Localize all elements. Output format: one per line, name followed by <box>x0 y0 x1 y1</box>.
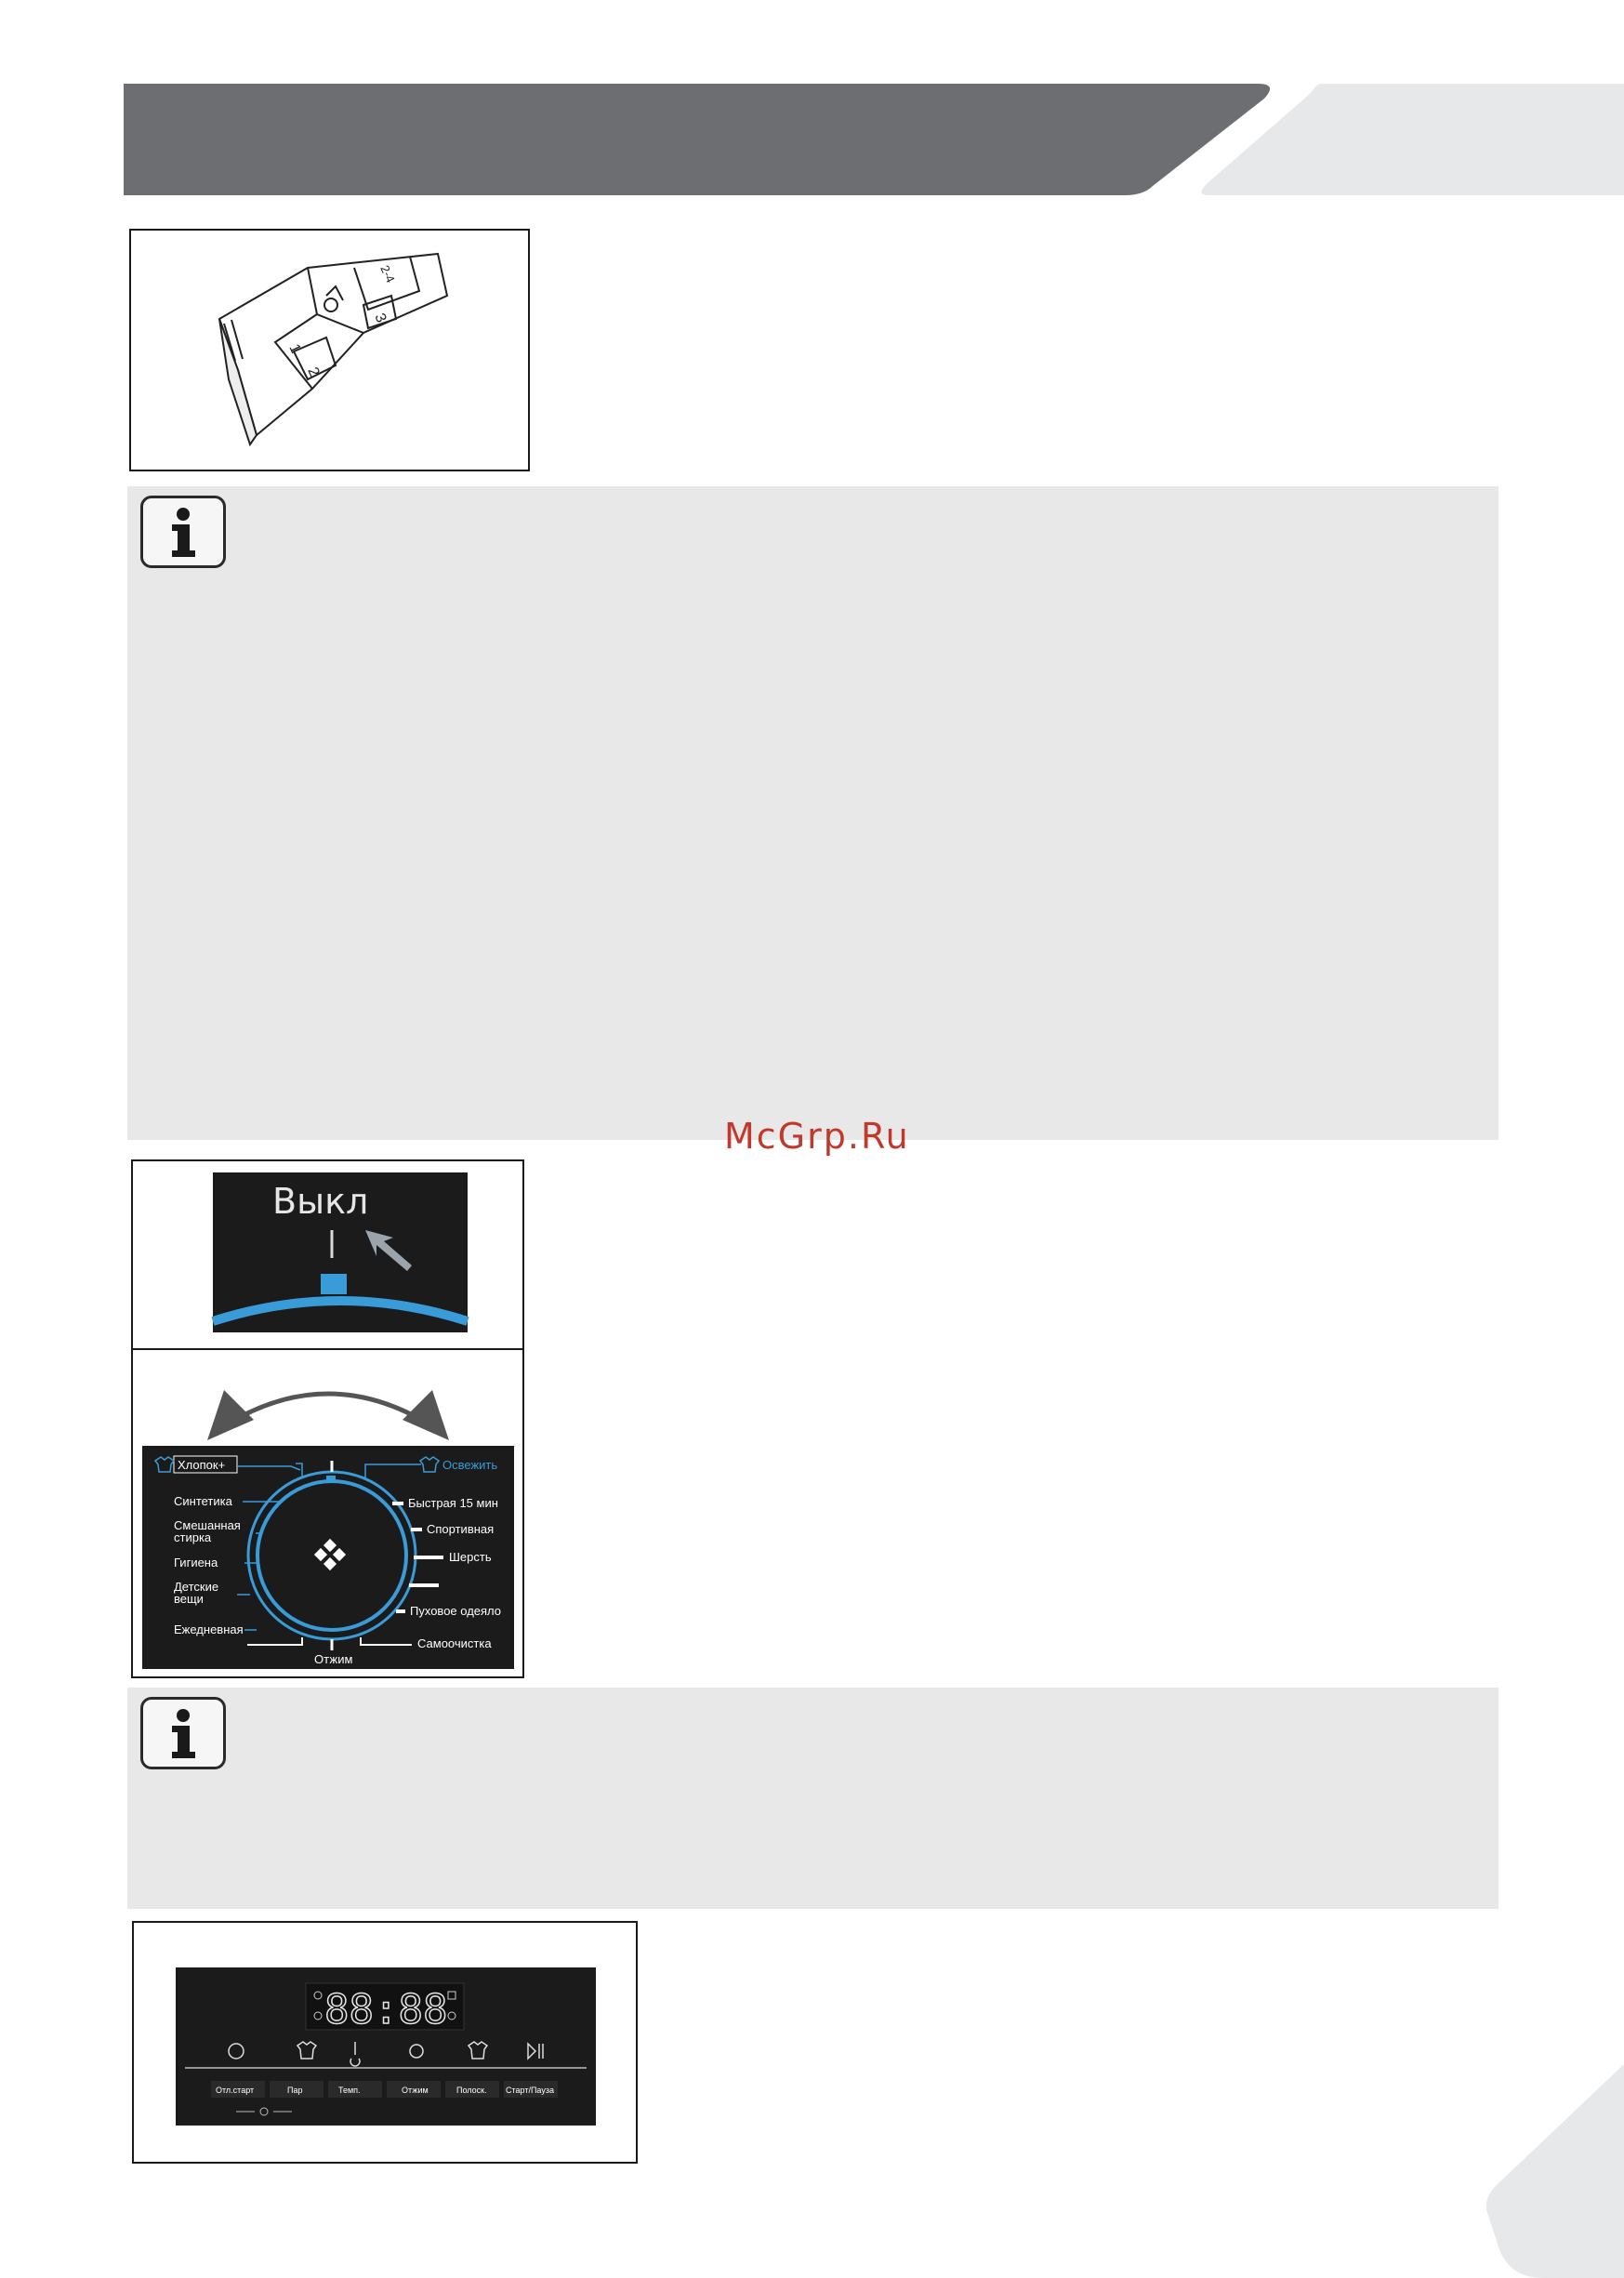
header-light-tab <box>1202 84 1624 195</box>
rotate-right-arrow-icon <box>403 1390 449 1440</box>
control-panel-figure <box>132 1921 638 2164</box>
program-cotton-plus: Хлопок+ <box>178 1458 226 1472</box>
compartment-label-2-4: 2-4 <box>377 262 398 285</box>
program-spin: Отжим <box>314 1652 353 1666</box>
info-icon <box>140 496 226 568</box>
detergent-drawer-illustration <box>131 231 528 470</box>
program-self-clean: Самоочистка <box>417 1636 492 1650</box>
program-mixed-2: стирка <box>174 1530 212 1544</box>
program-mixed-1: Смешанная <box>174 1518 241 1532</box>
info-box-1 <box>127 486 1499 1140</box>
control-panel-illustration <box>134 1923 636 2162</box>
rotate-left-arrow-icon <box>207 1390 254 1440</box>
program-duvet: Пуховое одеяло <box>410 1604 502 1618</box>
program-refresh: Освежить <box>442 1458 498 1472</box>
compartment-label-2: 2 <box>304 364 323 379</box>
header-band <box>0 0 1624 205</box>
info-box-2 <box>127 1688 1499 1909</box>
program-hygiene: Гигиена <box>174 1556 218 1569</box>
off-label: Выкл <box>272 1181 369 1222</box>
button-spin[interactable]: Отжим <box>402 2086 429 2095</box>
info-icon <box>140 1697 226 1769</box>
program-wool: Шерсть <box>449 1550 492 1564</box>
button-rinse[interactable]: Полоск. <box>456 2086 487 2095</box>
compartment-label-1: 1 <box>285 341 304 356</box>
detergent-drawer-figure <box>129 229 530 471</box>
compartment-label-3: 3 <box>371 311 389 325</box>
button-delay-start[interactable]: Отл.старт <box>216 2086 255 2095</box>
program-selector-illustration <box>133 1161 522 1676</box>
header-dark-bar <box>124 84 1270 195</box>
program-synthetics: Синтетика <box>174 1494 232 1508</box>
program-baby-2: вещи <box>174 1592 204 1606</box>
watermark: McGrp.Ru <box>724 1116 910 1157</box>
program-selector-figure <box>131 1159 524 1678</box>
program-quick-15: Быстрая 15 мин <box>408 1496 498 1510</box>
button-temperature[interactable]: Темп. <box>338 2086 361 2095</box>
display-digits: 88:88 <box>324 1986 448 2033</box>
button-steam[interactable]: Пар <box>287 2086 303 2095</box>
button-start-pause[interactable]: Старт/Пауза <box>506 2086 554 2095</box>
program-sport: Спортивная <box>427 1522 495 1536</box>
program-baby-1: Детские <box>174 1580 219 1594</box>
program-daily: Ежедневная <box>174 1622 244 1636</box>
corner-tab <box>1450 2046 1624 2278</box>
